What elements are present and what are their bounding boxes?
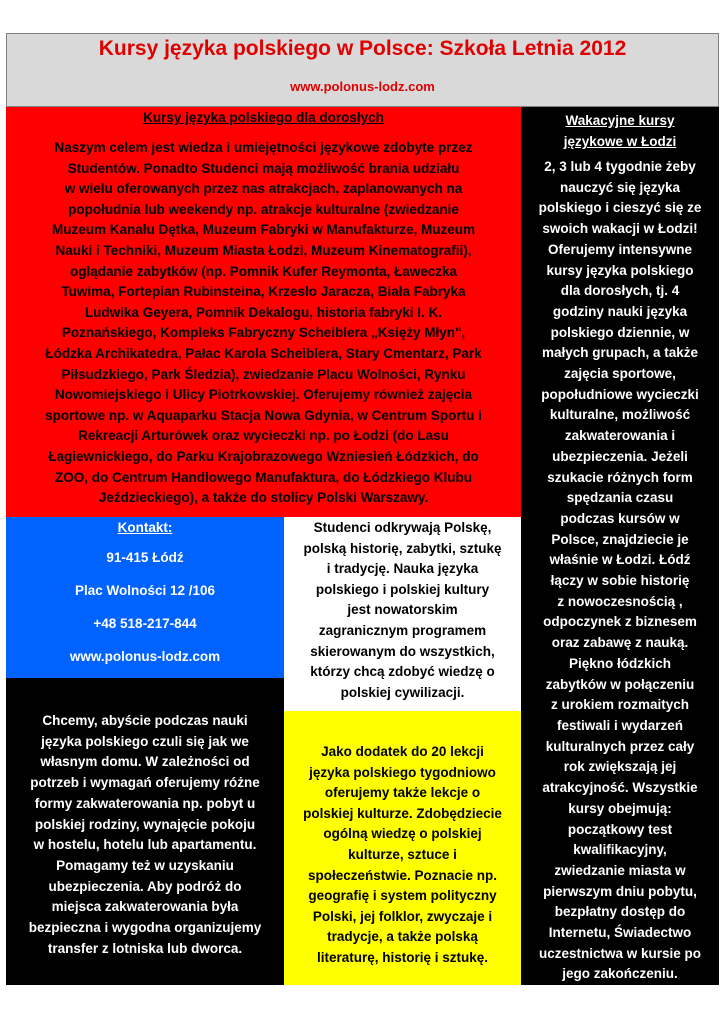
- holiday-courses-heading: [527, 110, 713, 152]
- text-line: Jako dodatek do 20 lekcji: [321, 744, 484, 759]
- text-line: ogólną wiedzę o polskiej: [323, 826, 482, 842]
- contact-panel: [6, 517, 284, 678]
- adult-courses-panel: [6, 107, 521, 517]
- text-line: Naszym celem jest wiedza i umiejętności językowe zdobyte przez: [54, 140, 473, 155]
- text-line: Muzeum Kanału Dętka, Muzeum Fabryki w Manufakturze, Muzeum: [51, 222, 476, 238]
- text-line: Tuwima, Fortepian Rubinsteina, Krzesło Jaracza, Biała Fabryka: [61, 284, 466, 300]
- text-line: atrakcyjność. Wszystkie: [542, 780, 698, 796]
- text-line: Ludwika Geyera, Pomnik Dekalogu, historia fabryki I. K.: [84, 304, 443, 320]
- text-line: ZOO, do Centrum Handlowego Manufaktura, do Łódzkiego Klubu: [55, 469, 472, 485]
- holiday-courses-text: [525, 157, 715, 985]
- text-line: Nowomiejskiego i Ulicy Piotrkowskiej. Oferujemy również zajęcia: [54, 387, 473, 403]
- text-line: popołudniowe wycieczki: [541, 386, 699, 402]
- text-line: tradycje, a także polską: [327, 929, 478, 945]
- text-line: pierwszym dniu pobytu,: [543, 883, 697, 899]
- contact-heading: Kontakt:: [117, 520, 173, 535]
- text-line: właśnie w Łodzi. Łódź: [549, 552, 691, 568]
- text-line: Pomagamy też w uzyskaniu: [56, 857, 234, 873]
- text-line: Chcemy, abyście podczas nauki: [42, 713, 248, 728]
- text-line: Łagiewnickiego, do Parku Krajobrazowego Wzniesień Łódzkich, do: [48, 448, 479, 464]
- text-line: łączy w sobie historię: [550, 573, 690, 589]
- contact-address: Plac Wolności 12 /106: [74, 583, 216, 598]
- text-line: sportowe np. w Aquaparku Stacja Nowa Gdynia, w Centrum Sportu i: [45, 407, 482, 423]
- text-line: jest nowatorskim: [347, 602, 458, 618]
- text-line: odpoczynek z biznesem: [543, 614, 697, 630]
- heading-line: Wakacyjne kursy: [565, 113, 675, 128]
- text-line: Łódzka Archikatedra, Pałac Karola Scheiblera, Stary Cmentarz, Park: [45, 345, 482, 361]
- page-title: Kursy języka polskiego w Polsce: Szkoła Letnia 2012: [98, 37, 627, 60]
- holiday-courses-panel: [521, 107, 719, 985]
- text-line: którzy chcą zdobyć wiedzę o: [310, 664, 495, 680]
- text-line: kursy obejmują:: [568, 800, 672, 816]
- text-line: polskiego dziennie, w: [550, 324, 690, 340]
- text-line: Rekreacji Arturówek oraz wycieczki np. po Łodzi (do Lasu: [78, 428, 449, 444]
- text-line: i tradycję. Nauka języka: [326, 561, 479, 577]
- text-line: miejsca zakwaterowania była: [51, 899, 239, 915]
- text-line: z nowoczesnością ,: [557, 593, 683, 609]
- text-line: Polsce, znajdziecie je: [551, 531, 689, 547]
- text-line: Internetu, Świadectwo: [548, 925, 692, 941]
- students-discover-text: [288, 518, 517, 703]
- header-banner: [6, 33, 719, 107]
- contact-phone: +48 518-217-844: [93, 616, 197, 631]
- text-line: oraz zabawę z nauką.: [551, 635, 689, 651]
- text-line: Piłsudzkiego, Park Śledzia), zwiedzanie Placu Wolności, Rynku: [61, 366, 466, 382]
- text-line: bezpieczna i wygodna organizujemy: [28, 920, 262, 936]
- text-line: literaturę, historię i sztukę.: [316, 949, 489, 965]
- text-line: Piękno łódzkich: [568, 655, 672, 671]
- text-line: transfer z lotniska lub dworca.: [47, 940, 243, 956]
- text-line: popołudnia lub weekendy np. atrakcje kulturalne (zwiedzanie: [68, 201, 459, 217]
- text-line: kulturalnych przez cały: [545, 738, 695, 754]
- text-line: polskiego i cieszyć się ze: [538, 200, 702, 216]
- text-line: Poznańskiego, Kompleks Fabryczny Scheiblera „Księży Młyn",: [61, 325, 466, 341]
- culture-lessons-text: [288, 742, 517, 969]
- text-line: polskiej kulturze. Zdobędziecie: [303, 805, 502, 821]
- text-line: zajęcia sportowe,: [564, 366, 676, 382]
- text-line: zakwaterowania i: [564, 428, 676, 444]
- text-line: Polski, jej folklor, zwyczaje i: [312, 908, 493, 924]
- text-line: Oferujemy intensywne: [547, 241, 693, 257]
- text-line: społeczeństwie. Poznacie np.: [307, 867, 498, 883]
- text-line: swoich wakacji w Łodzi!: [542, 221, 698, 237]
- text-line: jego zakończeniu.: [562, 966, 678, 982]
- text-line: polskiego i polskiej kultury: [315, 581, 490, 597]
- adult-courses-heading: Kursy języka polskiego dla dorosłych: [143, 110, 384, 125]
- text-line: polską historię, zabytki, sztukę: [303, 540, 502, 556]
- text-line: Jeździeckiego), a także do stolicy Polski Warszawy.: [98, 490, 429, 506]
- text-line: spędzania czasu: [566, 490, 674, 506]
- text-line: w wielu oferowanych przez nas atrakcjach, zaplanowanych na: [64, 181, 463, 197]
- text-line: polskiej cywilizacji.: [340, 684, 465, 700]
- text-line: w hostelu, hotelu lub apartamentu.: [33, 837, 257, 853]
- text-line: zwiedzanie miasta w: [554, 862, 686, 878]
- text-line: bezpłatny dostęp do: [554, 904, 686, 920]
- text-line: kulturalne, możliwość: [549, 407, 691, 423]
- text-line: oferujemy także lekcje o: [324, 785, 481, 801]
- accommodation-panel: [6, 678, 284, 985]
- header-url-link[interactable]: www.polonus-lodz.com: [290, 79, 435, 94]
- contact-postal-code: 91-415 Łódź: [106, 550, 184, 565]
- text-line: szukacie różnych form: [547, 469, 693, 485]
- text-line: języka polskiego czuli się jak we: [41, 733, 249, 749]
- text-line: kwalifikacyjny,: [573, 842, 667, 858]
- text-line: nauczyć się języka: [559, 179, 681, 195]
- text-line: ubezpieczenia. Jeżeli: [552, 448, 688, 464]
- text-line: skierowanym do wszystkich,: [310, 643, 495, 659]
- text-line: języka polskiego tygodniowo: [309, 764, 496, 780]
- text-line: ubezpieczenia. Aby podróż do: [48, 878, 242, 894]
- text-line: uczestnictwa w kursie po: [538, 945, 702, 961]
- text-line: Nauki i Techniki, Muzeum Miasta Łodzi, Muzeum Kinematografii),: [55, 242, 472, 258]
- text-line: początkowy test: [567, 821, 673, 837]
- text-line: oglądanie zabytków (np. Pomnik Kufer Reymonta, Ławeczka: [69, 263, 458, 279]
- text-line: godziny nauki języka: [552, 303, 688, 319]
- text-line: Studenci odkrywają Polskę,: [313, 520, 492, 535]
- text-line: festiwali i wydarzeń: [556, 717, 684, 733]
- text-line: formy zakwaterowania np. pobyt u: [34, 795, 256, 811]
- text-line: małych grupach, a także: [541, 345, 699, 361]
- text-line: geografię i system polityczny: [308, 888, 497, 904]
- text-line: potrzeb i wymagań oferujemy różne: [30, 775, 260, 791]
- heading-line: językowe w Łodzi: [563, 134, 677, 149]
- text-line: podczas kursów w: [560, 510, 680, 526]
- text-line: kursy języka polskiego: [546, 262, 694, 278]
- text-line: własnym domu. W zależności od: [40, 754, 250, 770]
- culture-lessons-panel: [284, 711, 521, 985]
- text-line: z urokiem rozmaitych: [550, 697, 690, 713]
- text-line: zagranicznym programem: [318, 622, 487, 638]
- text-line: zabytków w połączeniu: [545, 676, 695, 692]
- accommodation-text: [10, 711, 280, 959]
- text-line: kulturze, sztuce i: [348, 846, 457, 862]
- students-discover-panel: [284, 517, 521, 711]
- contact-website-link[interactable]: www.polonus-lodz.com: [69, 649, 221, 664]
- text-line: rok zwiększają jej: [563, 759, 677, 775]
- text-line: polskiej rodziny, wynajęcie pokoju: [34, 816, 256, 832]
- text-line: 2, 3 lub 4 tygodnie żeby: [544, 159, 696, 174]
- text-line: dla dorosłych, tj. 4: [560, 283, 680, 299]
- text-line: Studentów. Ponadto Studenci mają możliwość brania udziału: [67, 160, 460, 176]
- adult-courses-text: [10, 138, 517, 509]
